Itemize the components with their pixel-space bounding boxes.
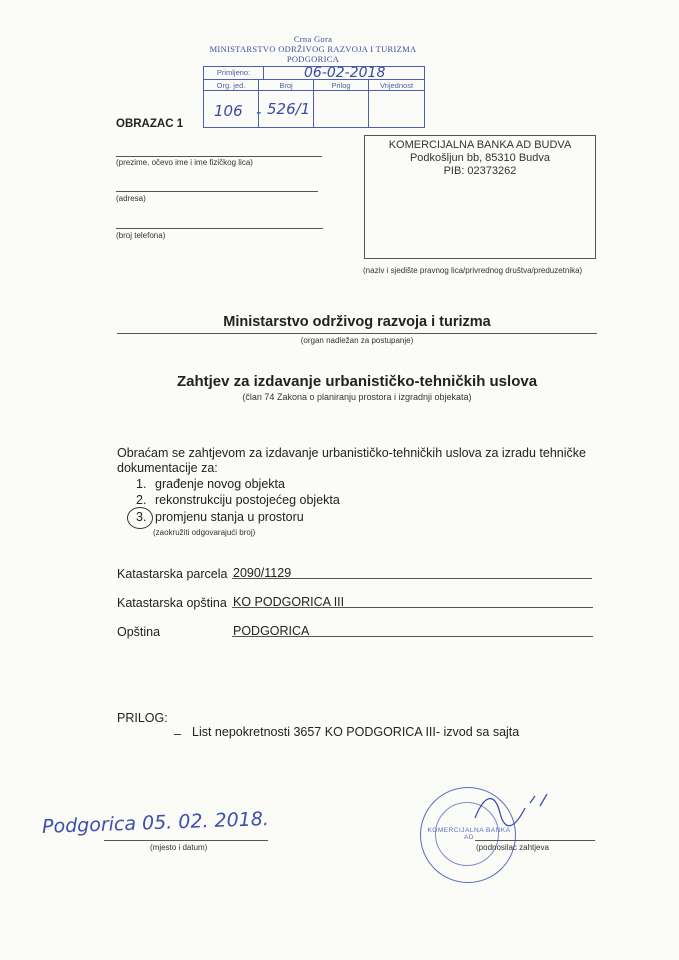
- options-caption: (zaokružiti odgovarajući broj): [153, 528, 256, 537]
- form-label: OBRAZAC 1: [116, 118, 184, 130]
- attachment-item: List nepokretnosti 3657 KO PODGORICA III- izvod sa sajta: [192, 725, 520, 739]
- received-date: 06-02-2018: [304, 65, 386, 81]
- number-value: 526/1: [267, 100, 311, 118]
- parcel-label: Katastarska parcela: [117, 567, 228, 581]
- registry-stamp-city: PODGORICA: [286, 54, 340, 64]
- authority-name: Ministarstvo održivog razvoja i turizma: [223, 314, 491, 330]
- legal-entity-address: Podkošljun bb, 85310 Budva: [409, 152, 551, 164]
- option-2-number[interactable]: 2.: [136, 493, 147, 507]
- authority-caption: (organ nadležan za postupanje): [300, 336, 414, 345]
- place-date-caption: (mjesto i datum): [150, 843, 208, 852]
- registry-stamp: Primljeno: 06-02-2018 Org. jed. Broj Prilog Vrijednost 106 - 526/1: [203, 66, 425, 128]
- option-3-number[interactable]: 3.: [136, 510, 147, 524]
- applicant-signature-line: [475, 840, 595, 841]
- cadastral-municipality-value[interactable]: KO PODGORICA III: [233, 595, 345, 609]
- request-title: Zahtjev za izdavanje urbanističko-tehničkih uslova: [176, 373, 538, 390]
- handwritten-place-date: Podgorica 05. 02. 2018.: [41, 808, 270, 838]
- option-2-label: rekonstrukciju postojećeg objekta: [155, 493, 340, 507]
- applicant-signature-caption: (podnosilac zahtjeva: [476, 843, 549, 852]
- attachment-stamp-label: Prilog: [314, 80, 369, 91]
- applicant-name-caption: (prezime, očevo ime i ime fizičkog lica): [116, 158, 253, 167]
- applicant-name-line: [116, 156, 322, 157]
- registry-stamp-ministry: MINISTARSTVO ODRŽIVOG RAZVOJA I TURIZMA: [209, 44, 417, 54]
- signature-scribble: [455, 788, 555, 848]
- legal-entity-caption: (naziv i sjedište pravnog lica/privrednog društva/preduzetnika): [363, 266, 583, 275]
- option-3-label: promjenu stanja u prostoru: [155, 510, 304, 524]
- value-label: Vrijednost: [369, 80, 424, 91]
- cadastral-municipality-label: Katastarska opština: [117, 596, 227, 610]
- parcel-line: [232, 578, 592, 579]
- municipality-line: [232, 636, 593, 637]
- request-intro-line1: Obraćam se zahtjevom za izdavanje urbanističko-tehničkih uslova za izradu tehničke: [117, 446, 586, 460]
- legal-entity-box: [364, 135, 596, 259]
- applicant-address-line: [116, 191, 318, 192]
- option-1-label: građenje novog objekta: [155, 477, 285, 491]
- legal-entity-pib: PIB: 02373262: [443, 165, 517, 177]
- request-subtitle: (član 74 Zakona o planiranju prostora i izgradnji objekata): [242, 392, 472, 402]
- attachment-label: PRILOG:: [117, 711, 168, 725]
- cadastral-municipality-line: [232, 607, 593, 608]
- legal-entity-name: KOMERCIJALNA BANKA AD BUDVA: [388, 139, 572, 151]
- option-1-number[interactable]: 1.: [136, 477, 147, 491]
- applicant-phone-caption: (broj telefona): [116, 231, 166, 240]
- request-intro-line2: dokumentacije za:: [117, 461, 218, 475]
- attachment-dash: –: [174, 727, 181, 741]
- applicant-phone-line: [116, 228, 323, 229]
- received-label: Primljeno:: [204, 67, 264, 80]
- number-label: Broj: [259, 80, 314, 91]
- municipality-label: Opština: [117, 625, 161, 639]
- applicant-address-caption: (adresa): [116, 194, 146, 203]
- bank-stamp-text: KOMERCIJALNA BANKA AD: [427, 827, 511, 841]
- municipality-value[interactable]: PODGORICA: [233, 624, 310, 638]
- place-date-line: [104, 840, 268, 841]
- parcel-value[interactable]: 2090/1129: [233, 566, 292, 580]
- authority-line: [117, 333, 597, 334]
- org-unit-value: 106: [214, 102, 243, 120]
- org-unit-label: Org. jed.: [204, 80, 259, 91]
- registry-stamp-country: Crna Gora: [293, 34, 333, 44]
